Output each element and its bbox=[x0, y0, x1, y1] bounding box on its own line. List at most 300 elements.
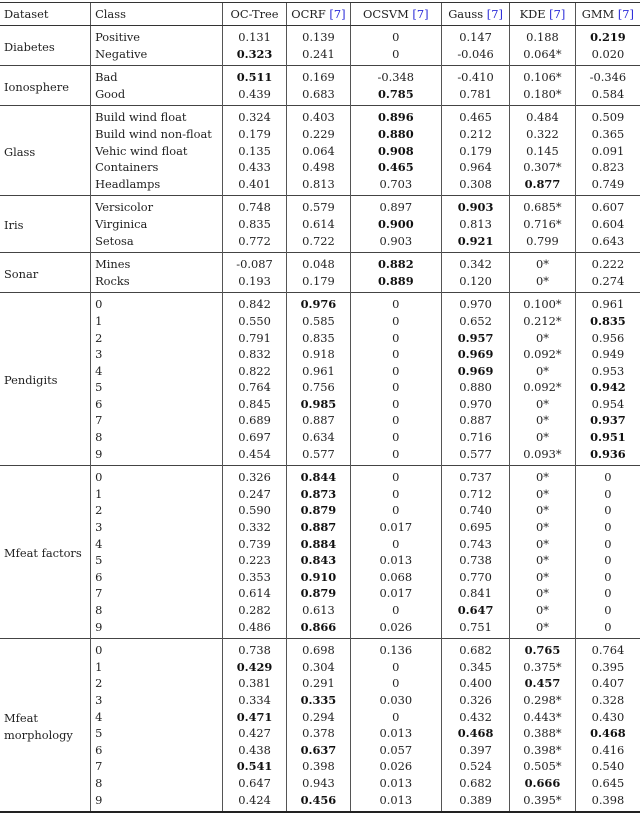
score-cell: 0.749 bbox=[575, 176, 640, 196]
score-cell: 0.222 bbox=[575, 253, 640, 273]
score-cell: 0.781 bbox=[442, 86, 510, 106]
table-row bbox=[0, 502, 640, 519]
citation-link[interactable]: [7] bbox=[329, 6, 346, 21]
score-cell: 0.443* bbox=[510, 709, 576, 726]
best-score: 0.511 bbox=[236, 70, 273, 85]
score-cell: 0 bbox=[350, 330, 441, 347]
score-cell bbox=[510, 675, 576, 692]
score-cell: 0.845 bbox=[222, 396, 286, 413]
table-row bbox=[0, 709, 640, 726]
score-cell: 0.764 bbox=[575, 639, 640, 659]
score-cell: 0.791 bbox=[222, 330, 286, 347]
score-cell: 0.823 bbox=[575, 159, 640, 176]
score-cell: 0.092* bbox=[510, 346, 576, 363]
best-score: 0.335 bbox=[300, 692, 337, 707]
dataset-name: Mfeat factors bbox=[4, 546, 82, 561]
score-cell: 0.179 bbox=[442, 143, 510, 160]
score-cell: 0.375* bbox=[510, 659, 576, 676]
score-cell: 0* bbox=[510, 396, 576, 413]
table-row bbox=[0, 692, 640, 709]
score-cell: 0.505* bbox=[510, 758, 576, 775]
class-name: 2 bbox=[91, 330, 223, 347]
table-row bbox=[0, 446, 640, 466]
class-name: 0 bbox=[91, 639, 223, 659]
best-score: 0.844 bbox=[300, 470, 337, 485]
score-cell: 0 bbox=[350, 466, 441, 486]
score-cell: 0.407 bbox=[575, 675, 640, 692]
score-cell bbox=[575, 446, 640, 466]
score-cell: 0.540 bbox=[575, 758, 640, 775]
best-score: 0.219 bbox=[590, 30, 626, 44]
score-cell: -0.087 bbox=[222, 253, 286, 273]
score-cell: 0.291 bbox=[287, 675, 350, 692]
score-cell bbox=[350, 159, 441, 176]
score-cell: 0.397 bbox=[442, 742, 510, 759]
score-cell: 0.345 bbox=[442, 659, 510, 676]
table-row bbox=[0, 619, 640, 639]
score-cell: 0.577 bbox=[442, 446, 510, 466]
score-cell: 0* bbox=[510, 602, 576, 619]
dataset-group bbox=[0, 66, 640, 106]
score-cell: 0.064 bbox=[287, 143, 350, 160]
score-cell: 0.381 bbox=[222, 675, 286, 692]
score-cell bbox=[575, 412, 640, 429]
class-name: Negative bbox=[91, 46, 223, 66]
score-cell: 0* bbox=[510, 429, 576, 446]
score-cell: 0 bbox=[350, 293, 441, 313]
score-cell: 0.403 bbox=[287, 106, 350, 126]
score-cell: 0.282 bbox=[222, 602, 286, 619]
table-row bbox=[0, 346, 640, 363]
best-score: 0.903 bbox=[457, 200, 494, 215]
score-cell: 0.454 bbox=[222, 446, 286, 466]
score-cell: 0* bbox=[510, 585, 576, 602]
score-cell: 0* bbox=[510, 569, 576, 586]
citation-link[interactable]: [7] bbox=[549, 6, 566, 21]
score-cell bbox=[510, 639, 576, 659]
class-name: 9 bbox=[91, 619, 223, 639]
score-cell: 0.093* bbox=[510, 446, 576, 466]
score-cell: 0.229 bbox=[287, 126, 350, 143]
score-cell: 0 bbox=[575, 569, 640, 586]
score-cell: 0.953 bbox=[575, 363, 640, 380]
score-cell bbox=[575, 429, 640, 446]
score-cell: 0.956 bbox=[575, 330, 640, 347]
header-class: Class bbox=[91, 3, 223, 26]
score-cell: 0* bbox=[510, 253, 576, 273]
score-cell: 0.465 bbox=[442, 106, 510, 126]
best-score: 0.429 bbox=[236, 659, 273, 674]
score-cell: 0.740 bbox=[442, 502, 510, 519]
table-row bbox=[0, 159, 640, 176]
score-cell: 0 bbox=[350, 313, 441, 330]
table-row bbox=[0, 273, 640, 293]
score-cell: 0.689 bbox=[222, 412, 286, 429]
class-name: Build wind float bbox=[91, 106, 223, 126]
score-cell: 0.903 bbox=[350, 233, 441, 253]
score-cell: 0.020 bbox=[575, 46, 640, 66]
best-score: 0.785 bbox=[377, 86, 414, 101]
score-cell: 0.179 bbox=[287, 273, 350, 293]
score-cell: 0.647 bbox=[222, 775, 286, 792]
table-row bbox=[0, 176, 640, 196]
score-cell: 0.634 bbox=[287, 429, 350, 446]
score-cell: 0.683 bbox=[287, 86, 350, 106]
score-cell: 0.136 bbox=[350, 639, 441, 659]
score-cell: 0.223 bbox=[222, 552, 286, 569]
score-cell: 0.703 bbox=[350, 176, 441, 196]
dataset-group bbox=[0, 466, 640, 639]
score-cell: 0.017 bbox=[350, 519, 441, 536]
score-cell: 0.590 bbox=[222, 502, 286, 519]
score-cell: 0.695 bbox=[442, 519, 510, 536]
table-row bbox=[0, 466, 640, 486]
score-cell: 0.579 bbox=[287, 196, 350, 216]
score-cell: 0.064* bbox=[510, 46, 576, 66]
score-cell: 0.416 bbox=[575, 742, 640, 759]
score-cell bbox=[222, 66, 286, 86]
score-cell: 0.068 bbox=[350, 569, 441, 586]
table-row bbox=[0, 675, 640, 692]
table-row bbox=[0, 742, 640, 759]
score-cell: 0.091 bbox=[575, 143, 640, 160]
score-cell: 0.398 bbox=[575, 792, 640, 813]
score-cell: 0.389 bbox=[442, 792, 510, 813]
score-cell: 0.764 bbox=[222, 379, 286, 396]
score-cell: 0.438 bbox=[222, 742, 286, 759]
table-row bbox=[0, 758, 640, 775]
table-row bbox=[0, 602, 640, 619]
score-cell: 0 bbox=[350, 363, 441, 380]
best-score: 0.873 bbox=[300, 486, 337, 501]
class-name: 5 bbox=[91, 379, 223, 396]
score-cell: 0.439 bbox=[222, 86, 286, 106]
score-cell: 0.643 bbox=[575, 233, 640, 253]
class-name: 8 bbox=[91, 602, 223, 619]
score-cell: 0 bbox=[575, 619, 640, 639]
class-name: 1 bbox=[91, 486, 223, 503]
score-cell bbox=[222, 46, 286, 66]
header-method: GMM [7] bbox=[575, 3, 640, 26]
score-cell: 0.918 bbox=[287, 346, 350, 363]
score-cell: 0.645 bbox=[575, 775, 640, 792]
best-score: 0.908 bbox=[377, 143, 414, 158]
score-cell: 0.498 bbox=[287, 159, 350, 176]
dataset-group bbox=[0, 253, 640, 293]
score-cell: 0.842 bbox=[222, 293, 286, 313]
score-cell: 0.743 bbox=[442, 536, 510, 553]
score-cell bbox=[287, 486, 350, 503]
score-cell: 0.770 bbox=[442, 569, 510, 586]
score-cell bbox=[350, 143, 441, 160]
table-row bbox=[0, 429, 640, 446]
class-name: Rocks bbox=[91, 273, 223, 293]
score-cell: 0.961 bbox=[575, 293, 640, 313]
class-name: Vehic wind float bbox=[91, 143, 223, 160]
best-score: 0.910 bbox=[300, 569, 337, 584]
score-cell: 0* bbox=[510, 619, 576, 639]
score-cell bbox=[575, 313, 640, 330]
score-cell: 0.307* bbox=[510, 159, 576, 176]
score-cell bbox=[350, 106, 441, 126]
score-cell: 0.353 bbox=[222, 569, 286, 586]
score-cell bbox=[575, 725, 640, 742]
score-cell: 0.322 bbox=[510, 126, 576, 143]
class-name: 6 bbox=[91, 742, 223, 759]
best-score: 0.969 bbox=[457, 363, 494, 378]
best-score: 0.456 bbox=[300, 792, 337, 807]
score-cell: 0.139 bbox=[287, 26, 350, 46]
score-cell bbox=[287, 742, 350, 759]
score-cell: 0.751 bbox=[442, 619, 510, 639]
best-score: 0.637 bbox=[300, 742, 337, 757]
score-cell: 0.614 bbox=[287, 216, 350, 233]
citation-link[interactable]: [7] bbox=[412, 6, 429, 21]
score-cell bbox=[287, 502, 350, 519]
class-name: 0 bbox=[91, 466, 223, 486]
score-cell: 0* bbox=[510, 502, 576, 519]
score-cell bbox=[442, 330, 510, 347]
score-cell: 0.326 bbox=[442, 692, 510, 709]
score-cell: 0 bbox=[575, 536, 640, 553]
score-cell bbox=[287, 619, 350, 639]
best-score: 0.877 bbox=[524, 176, 561, 191]
class-name: 1 bbox=[91, 659, 223, 676]
score-cell: 0.697 bbox=[222, 429, 286, 446]
best-score: 0.957 bbox=[457, 330, 494, 345]
score-cell: 0.328 bbox=[575, 692, 640, 709]
score-cell: 0.274 bbox=[575, 273, 640, 293]
score-cell: 0 bbox=[350, 412, 441, 429]
table-row bbox=[0, 126, 640, 143]
score-cell: 0.398* bbox=[510, 742, 576, 759]
score-cell: 0.832 bbox=[222, 346, 286, 363]
score-cell bbox=[442, 725, 510, 742]
citation-link[interactable]: [7] bbox=[486, 6, 503, 21]
score-cell: 0.145 bbox=[510, 143, 576, 160]
header-method: Gauss [7] bbox=[442, 3, 510, 26]
score-cell: 0.048 bbox=[287, 253, 350, 273]
score-cell: 0 bbox=[350, 379, 441, 396]
score-cell: 0.017 bbox=[350, 585, 441, 602]
score-cell: 0.365 bbox=[575, 126, 640, 143]
score-cell: 0.577 bbox=[287, 446, 350, 466]
score-cell: 0.026 bbox=[350, 758, 441, 775]
score-cell: 0* bbox=[510, 519, 576, 536]
score-cell: 0 bbox=[575, 602, 640, 619]
class-name: Versicolor bbox=[91, 196, 223, 216]
score-cell bbox=[442, 602, 510, 619]
best-score: 0.887 bbox=[300, 520, 337, 535]
score-cell: 0* bbox=[510, 466, 576, 486]
score-cell: 0 bbox=[575, 486, 640, 503]
table-row bbox=[0, 143, 640, 160]
score-cell: 0 bbox=[575, 466, 640, 486]
score-cell: 0.013 bbox=[350, 792, 441, 813]
best-score: 0.835 bbox=[590, 313, 626, 328]
score-cell: 0.193 bbox=[222, 273, 286, 293]
score-cell: 0.614 bbox=[222, 585, 286, 602]
table-row bbox=[0, 585, 640, 602]
table-row bbox=[0, 536, 640, 553]
class-name: Virginica bbox=[91, 216, 223, 233]
score-cell: 0.613 bbox=[287, 602, 350, 619]
score-cell bbox=[350, 126, 441, 143]
score-cell: 0.954 bbox=[575, 396, 640, 413]
best-score: 0.900 bbox=[377, 216, 414, 231]
class-name: 5 bbox=[91, 725, 223, 742]
score-cell: 0.131 bbox=[222, 26, 286, 46]
score-cell: 0.585 bbox=[287, 313, 350, 330]
score-cell: 0.772 bbox=[222, 233, 286, 253]
class-name: 3 bbox=[91, 692, 223, 709]
class-name: Bad bbox=[91, 66, 223, 86]
score-cell: -0.410 bbox=[442, 66, 510, 86]
score-cell: 0.716 bbox=[442, 429, 510, 446]
table-row bbox=[0, 106, 640, 126]
score-cell: 0* bbox=[510, 536, 576, 553]
class-name: 1 bbox=[91, 313, 223, 330]
score-cell bbox=[510, 775, 576, 792]
score-cell: 0.106* bbox=[510, 66, 576, 86]
dataset-name: Diabetes bbox=[4, 39, 55, 54]
score-cell: 0 bbox=[350, 502, 441, 519]
score-cell: 0.964 bbox=[442, 159, 510, 176]
score-cell: 0.378 bbox=[287, 725, 350, 742]
score-cell: 0.584 bbox=[575, 86, 640, 106]
class-name: 2 bbox=[91, 675, 223, 692]
class-name: 8 bbox=[91, 429, 223, 446]
table-row bbox=[0, 519, 640, 536]
score-cell: 0.179 bbox=[222, 126, 286, 143]
score-cell: 0* bbox=[510, 363, 576, 380]
score-cell: 0.188 bbox=[510, 26, 576, 46]
score-cell: 0.326 bbox=[222, 466, 286, 486]
class-name: 4 bbox=[91, 363, 223, 380]
score-cell: 0 bbox=[350, 26, 441, 46]
score-cell: 0.092* bbox=[510, 379, 576, 396]
score-cell bbox=[287, 552, 350, 569]
header-row bbox=[0, 3, 640, 26]
score-cell: 0.835 bbox=[287, 330, 350, 347]
score-cell bbox=[287, 519, 350, 536]
table-row bbox=[0, 86, 640, 106]
score-cell: 0.427 bbox=[222, 725, 286, 742]
score-cell: 0.401 bbox=[222, 176, 286, 196]
score-cell: 0.738 bbox=[222, 639, 286, 659]
score-cell: 0.813 bbox=[287, 176, 350, 196]
table-row bbox=[0, 775, 640, 792]
class-name: 8 bbox=[91, 775, 223, 792]
score-cell bbox=[287, 585, 350, 602]
class-name: Containers bbox=[91, 159, 223, 176]
score-cell: 0 bbox=[350, 429, 441, 446]
table-row bbox=[0, 313, 640, 330]
score-cell: 0.424 bbox=[222, 792, 286, 813]
table-row bbox=[0, 412, 640, 429]
score-cell bbox=[287, 293, 350, 313]
best-score: 0.882 bbox=[377, 257, 414, 272]
score-cell bbox=[287, 536, 350, 553]
score-cell: 0.682 bbox=[442, 639, 510, 659]
score-cell: 0.013 bbox=[350, 775, 441, 792]
score-cell: 0.013 bbox=[350, 725, 441, 742]
score-cell bbox=[222, 659, 286, 676]
class-name: Good bbox=[91, 86, 223, 106]
best-score: 0.936 bbox=[590, 446, 626, 461]
score-cell: 0.212 bbox=[442, 126, 510, 143]
table-row bbox=[0, 233, 640, 253]
table-row bbox=[0, 379, 640, 396]
score-cell: 0.604 bbox=[575, 216, 640, 233]
score-cell: 0.026 bbox=[350, 619, 441, 639]
class-name: 4 bbox=[91, 536, 223, 553]
class-name: 7 bbox=[91, 758, 223, 775]
best-score: 0.765 bbox=[524, 643, 561, 658]
score-cell: 0.100* bbox=[510, 293, 576, 313]
best-score: 0.468 bbox=[590, 726, 626, 741]
table-row bbox=[0, 253, 640, 273]
score-cell bbox=[350, 273, 441, 293]
score-cell bbox=[442, 363, 510, 380]
score-cell: 0.880 bbox=[442, 379, 510, 396]
score-cell: 0.247 bbox=[222, 486, 286, 503]
table-row bbox=[0, 552, 640, 569]
score-cell: 0 bbox=[350, 536, 441, 553]
score-cell: 0 bbox=[350, 486, 441, 503]
class-name: 6 bbox=[91, 396, 223, 413]
score-cell: 0.607 bbox=[575, 196, 640, 216]
score-cell: 0.395 bbox=[575, 659, 640, 676]
class-name: 6 bbox=[91, 569, 223, 586]
best-score: 0.969 bbox=[457, 347, 494, 362]
score-cell: 0.169 bbox=[287, 66, 350, 86]
best-score: 0.323 bbox=[236, 46, 273, 61]
score-cell bbox=[287, 692, 350, 709]
score-cell: 0.887 bbox=[287, 412, 350, 429]
score-cell: 0 bbox=[350, 602, 441, 619]
score-cell: 0.057 bbox=[350, 742, 441, 759]
score-cell: 0.308 bbox=[442, 176, 510, 196]
score-cell: 0.737 bbox=[442, 466, 510, 486]
table-row bbox=[0, 293, 640, 313]
best-score: 0.937 bbox=[590, 413, 626, 428]
score-cell: 0.756 bbox=[287, 379, 350, 396]
score-cell: 0.949 bbox=[575, 346, 640, 363]
best-score: 0.921 bbox=[457, 233, 494, 248]
class-name: Positive bbox=[91, 26, 223, 46]
table-row bbox=[0, 725, 640, 742]
class-name: 9 bbox=[91, 446, 223, 466]
citation-link[interactable]: [7] bbox=[617, 6, 634, 21]
score-cell: 0.013 bbox=[350, 552, 441, 569]
score-cell: -0.346 bbox=[575, 66, 640, 86]
dataset-group bbox=[0, 26, 640, 66]
dataset-name: Iris bbox=[4, 218, 24, 233]
score-cell: -0.046 bbox=[442, 46, 510, 66]
score-cell: 0 bbox=[350, 446, 441, 466]
score-cell: 0* bbox=[510, 412, 576, 429]
score-cell bbox=[350, 216, 441, 233]
best-score: 0.896 bbox=[377, 110, 414, 125]
score-cell: 0.120 bbox=[442, 273, 510, 293]
score-cell bbox=[287, 569, 350, 586]
best-score: 0.880 bbox=[377, 126, 414, 141]
class-name: 7 bbox=[91, 412, 223, 429]
score-cell: 0.970 bbox=[442, 396, 510, 413]
score-cell bbox=[350, 253, 441, 273]
table-row bbox=[0, 639, 640, 659]
